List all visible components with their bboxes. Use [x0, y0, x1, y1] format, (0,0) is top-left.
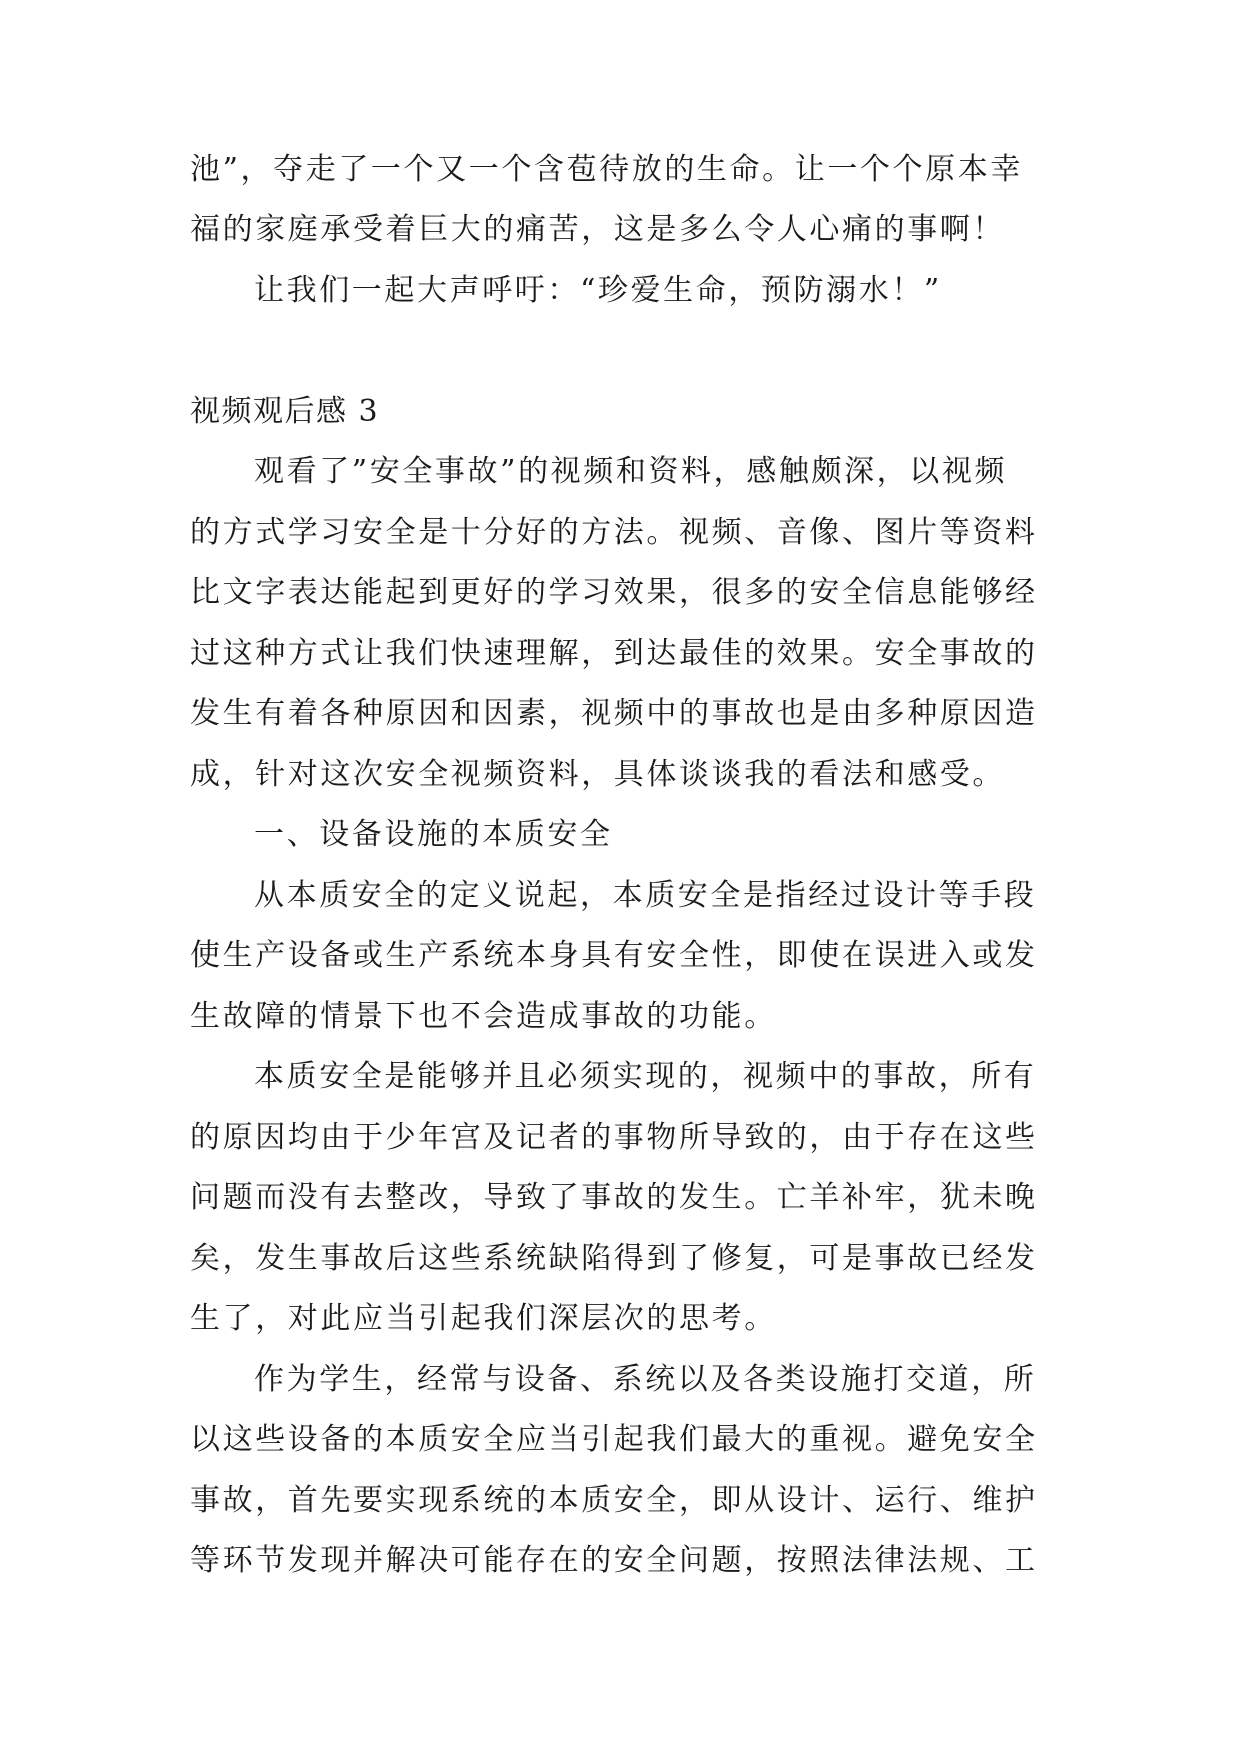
section-heading: 视频观后感 3 [190, 394, 380, 429]
paragraph-line: 成，针对这次安全视频资料，具体谈谈我的看法和感受。 [190, 757, 1005, 792]
paragraph-line: 观看了”安全事故”的视频和资料，感触颇深，以视频 [254, 454, 1008, 489]
paragraph-line: 让我们一起大声呼吁：“珍爱生命，预防溺水！” [254, 273, 942, 308]
paragraph-line: 发生有着各种原因和因素，视频中的事故也是由多种原因造 [190, 696, 1038, 731]
paragraph-line: 比文字表达能起到更好的学习效果，很多的安全信息能够经 [190, 575, 1038, 610]
subsection-heading: 一、设备设施的本质安全 [254, 817, 613, 852]
paragraph-line: 作为学生，经常与设备、系统以及各类设施打交道，所 [254, 1362, 1037, 1397]
paragraph-line: 的方式学习安全是十分好的方法。视频、音像、图片等资料 [190, 515, 1038, 550]
paragraph-line: 事故，首先要实现系统的本质安全，即从设计、运行、维护 [190, 1483, 1038, 1518]
paragraph-line: 等环节发现并解决可能存在的安全问题，按照法律法规、工 [190, 1543, 1038, 1578]
paragraph-line: 生故障的情景下也不会造成事故的功能。 [190, 999, 777, 1034]
paragraph-line: 福的家庭承受着巨大的痛苦，这是多么令人心痛的事啊！ [190, 212, 1005, 247]
paragraph-line: 从本质安全的定义说起，本质安全是指经过设计等手段 [254, 878, 1037, 913]
paragraph-line: 本质安全是能够并且必须实现的，视频中的事故，所有 [254, 1059, 1037, 1094]
paragraph-line: 池”，夺走了一个又一个含苞待放的生命。让一个个原本幸 [190, 152, 1023, 187]
paragraph-line: 矣，发生事故后这些系统缺陷得到了修复，可是事故已经发 [190, 1241, 1038, 1276]
paragraph-line: 以这些设备的本质安全应当引起我们最大的重视。避免安全 [190, 1422, 1038, 1457]
paragraph-line: 使生产设备或生产系统本身具有安全性，即使在误进入或发 [190, 938, 1038, 973]
paragraph-line: 过这种方式让我们快速理解，到达最佳的效果。安全事故的 [190, 636, 1038, 671]
paragraph-line: 生了，对此应当引起我们深层次的思考。 [190, 1301, 777, 1336]
paragraph-line: 问题而没有去整改，导致了事故的发生。亡羊补牢，犹未晚 [190, 1180, 1038, 1215]
paragraph-line: 的原因均由于少年宫及记者的事物所导致的，由于存在这些 [190, 1120, 1038, 1155]
